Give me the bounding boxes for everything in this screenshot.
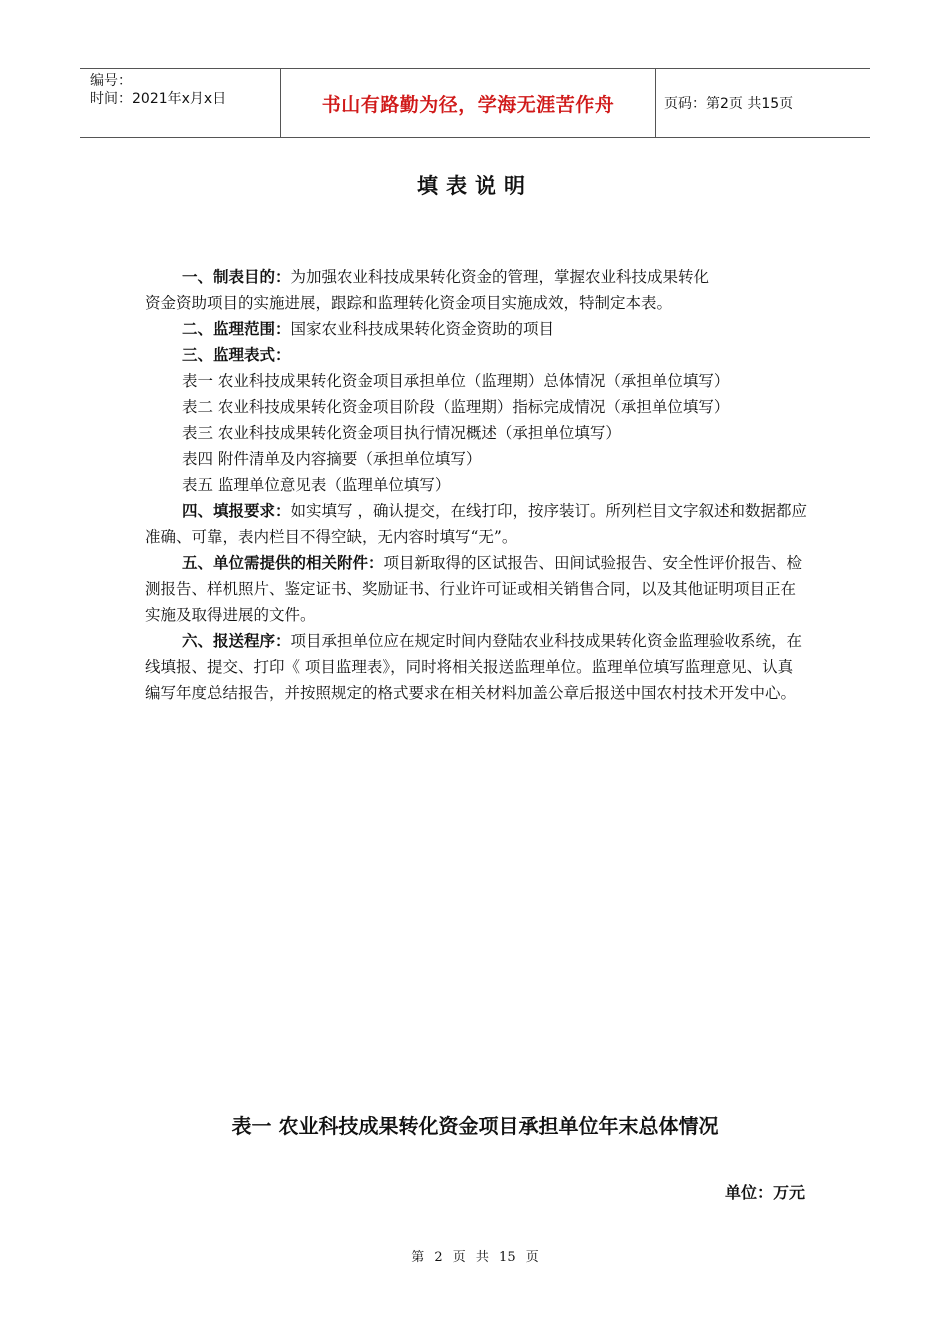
- page-title: 填表说明: [417, 174, 533, 198]
- form-item: 表三 农业科技成果转化资金项目执行情况概述（承担单位填写）: [182, 424, 621, 442]
- form-item: 表二 农业科技成果转化资金项目阶段（监理期）指标完成情况（承担单位填写）: [182, 398, 730, 416]
- section-scope-label: 二、监理范围：: [182, 320, 291, 338]
- section-requirements-label: 四、填报要求：: [182, 502, 291, 520]
- section-requirements: [145, 498, 807, 550]
- section-submission-text: 项目承担单位应在规定时间内登陆农业科技成果转化资金监理验收系统，在线填报、提交、打印《 项目监理表》，同时将相关报送监理单位。监理单位填写监理意见、认真编写年度总结报告，并按照规定的格式要求在相关材料加盖公章后报送中国农村技术开发中心。: [145, 632, 803, 702]
- section-attachments-text: 项目新取得的区试报告、田间试验报告、安全性评价报告、检测报告、样机照片、鉴定证书、奖励证书、行业许可证或相关销售合同，以及其他证明项目正在实施及取得进展的文件。: [145, 554, 803, 624]
- section-purpose-continued: 资金资助项目的实施进展，跟踪和监理转化资金项目实施成效，特制定本表。: [145, 294, 673, 312]
- instructions-body: [145, 264, 807, 706]
- section-attachments: [145, 550, 807, 628]
- section-forms: [145, 342, 807, 368]
- header-motto: 书山有路勤为径，学海无涯苦作舟: [280, 69, 656, 137]
- section-submission-label: 六、报送程序：: [182, 632, 291, 650]
- unit-label: 单位：万元: [724, 1183, 805, 1202]
- header-meta: [80, 69, 280, 137]
- form-item: 表四 附件清单及内容摘要（承担单位填写）: [182, 450, 482, 468]
- table-title: 表一 农业科技成果转化资金项目承担单位年末总体情况: [231, 1114, 719, 1138]
- document-date: 时间：2021年x月x日: [90, 91, 227, 107]
- page-header: [80, 68, 870, 138]
- section-submission: [145, 628, 807, 706]
- page-footer: 第 2 页 共 15 页: [411, 1250, 539, 1265]
- section-requirements-text: 如实填写 ，确认提交，在线打印，按序装订。所列栏目文字叙述和数据都应准确、可靠，表内栏目不得空缺，无内容时填写“无”。: [145, 502, 807, 546]
- section-purpose-text-a: 为加强农业科技成果转化资金的管理，掌握农业科技成果转化: [290, 268, 710, 286]
- section-forms-label: 三、监理表式：: [182, 346, 291, 364]
- form-item: 表一 农业科技成果转化资金项目承担单位（监理期）总体情况（承担单位填写）: [182, 372, 730, 390]
- form-item: 表五 监理单位意见表（监理单位填写）: [182, 476, 451, 494]
- document-number-label: 编号：: [90, 73, 132, 89]
- header-page-info: 页码：第2页 共15页: [664, 96, 794, 112]
- section-purpose-label: 一、制表目的：: [182, 268, 291, 286]
- section-scope-text: 国家农业科技成果转化资金资助的项目: [290, 320, 555, 338]
- section-scope: [145, 316, 807, 342]
- section-attachments-label: 五、单位需提供的相关附件：: [182, 554, 384, 572]
- section-purpose: [145, 264, 807, 290]
